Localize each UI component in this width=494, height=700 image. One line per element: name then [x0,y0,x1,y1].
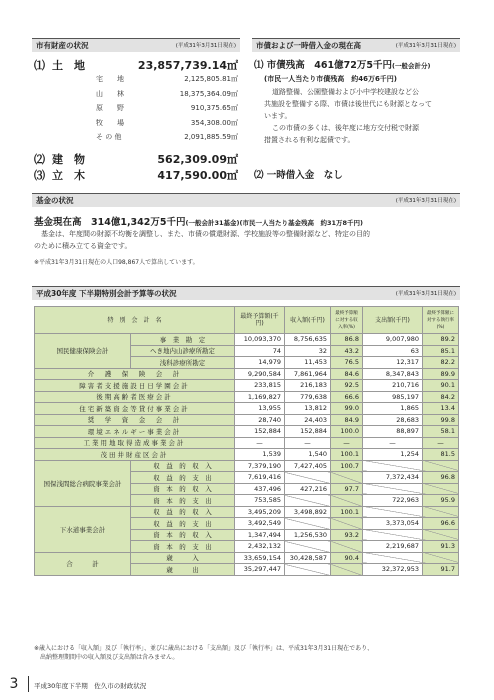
account-group: 奨 学 資 金 会 計 [35,414,235,426]
table-cell: 1,254 [363,449,423,461]
land-item-value: 2,091,885.59㎡ [184,133,238,141]
table-cell: 84.2 [423,391,459,403]
land-value: 23,857,739.14㎡ [137,59,238,72]
table-cell: 2,432,132 [235,541,285,553]
table-row [35,403,459,415]
account-group: 障害者支援施設日日学園会計 [35,380,235,392]
table-cell [285,518,331,530]
table-row [35,380,459,392]
account-sub: 歳 出 [131,564,235,576]
table-cell: — [331,437,363,449]
land-item-value: 2,125,805.81㎡ [184,75,238,83]
account-sub: 収 益 的 支 出 [131,518,235,530]
fund-paragraph [34,228,464,252]
table-cell: 985,197 [363,391,423,403]
account-group: 工業用地取得造成事業会計 [35,437,235,449]
table-cell: 12,317 [363,357,423,369]
debt-title: 市債および一時借入金の現在高 [256,41,361,50]
trees-value: 417,590.00㎡ [157,169,238,182]
table-cell: 97.7 [331,483,363,495]
fund-note: ※平成31年3月31日現在の人口98,867人で算出しています。 [34,259,199,266]
budget-footnote-line: ※歳入における「収入額」及び「執行率」、並びに歳出における「支出額」及び「執行率」は、平成31年3月31日現在であり、 [34,645,374,652]
account-group: 環境エネルギー事業会計 [35,426,235,438]
table-cell: 96.8 [423,472,459,484]
account-group: 後期高齢者医療会計 [35,391,235,403]
land-num: ⑴ [34,59,45,72]
table-cell [285,495,331,507]
property-title: 市有財産の状況 [36,41,89,50]
table-cell: 88,897 [363,426,423,438]
table-cell: 1,540 [285,449,331,461]
account-group: 合 計 [35,552,131,575]
property-date: (平成31年3月31日現在) [175,43,236,49]
table-cell: 86.8 [331,334,363,346]
table-cell: 753,585 [235,495,285,507]
table-cell [363,529,423,541]
account-sub: 収 益 的 収 入 [131,506,235,518]
table-cell: 152,884 [285,426,331,438]
table-cell: 91.3 [423,541,459,553]
table-cell: 90.4 [331,552,363,564]
table-cell: 7,861,964 [285,368,331,380]
table-cell: 81.5 [423,449,459,461]
table-cell: 28,740 [235,414,285,426]
debt-date: (平成31年3月31日現在) [395,43,456,49]
table-cell: 74 [235,345,285,357]
budget-footnote [34,644,464,662]
table-cell: 10,093,370 [235,334,285,346]
col-revenue-rate: 最終予算額に対する収入率(%) [331,307,363,334]
account-sub: 資 本 的 収 入 [131,529,235,541]
fund-para-line: のために積み立てる資金です。 [34,242,132,250]
fund-date: (平成31年3月31日現在) [395,198,456,204]
table-cell: 3,498,892 [285,506,331,518]
account-sub: 資 本 的 収 入 [131,483,235,495]
land-item-label: 原 野 [96,104,124,112]
fund-main [34,214,363,228]
fund-balance: 基金現在高 314億1,342万5千円 [34,217,186,228]
budget-table-body [35,334,459,576]
table-row [35,552,459,564]
table-row [35,506,459,518]
table-cell: 3,495,209 [235,506,285,518]
table-cell: 89.2 [423,334,459,346]
table-cell: 1,539 [235,449,285,461]
table-cell: 84.6 [331,368,363,380]
debt-balance: ⑴ 市債残高 461億72万5千円 [254,60,392,71]
account-sub: へき地内山診療所勘定 [131,345,235,357]
trees-label: 立 木 [52,169,85,182]
table-cell: 63 [363,345,423,357]
account-sub: 収 益 的 支 出 [131,472,235,484]
table-row [35,449,459,461]
table-cell: 100.0 [331,426,363,438]
table-cell: 13,955 [235,403,285,415]
table-cell [423,483,459,495]
account-sub: 歳 入 [131,552,235,564]
land-item-label: 山 林 [96,89,124,98]
table-cell [331,564,363,576]
debt-para-line: この市債の多くは、後年度に地方交付税で財源 [272,124,419,132]
table-cell: 82.2 [423,357,459,369]
table-cell: 28,683 [363,414,423,426]
table-cell: 1,169,827 [235,391,285,403]
table-cell: 84.9 [331,414,363,426]
table-cell [331,472,363,484]
table-cell: 13.4 [423,403,459,415]
table-cell [363,460,423,472]
table-cell: 30,428,587 [285,552,331,564]
table-cell: 100.7 [331,460,363,472]
table-cell [423,529,459,541]
account-sub: 資 本 的 支 出 [131,495,235,507]
table-cell [331,495,363,507]
account-sub: 事 業 勘 定 [131,334,235,346]
table-cell [285,541,331,553]
table-cell: 9,290,584 [235,368,285,380]
debt-line1 [254,57,430,71]
table-cell: 8,347,843 [363,368,423,380]
debt-para-line: 措置される有利な起債です。 [264,136,355,144]
col-expenditure: 支出額(千円) [363,307,423,334]
table-cell: — [363,437,423,449]
col-account-name: 特 別 会 計 名 [35,307,235,334]
table-cell [423,552,459,564]
table-row [35,437,459,449]
table-cell [331,518,363,530]
table-cell [285,472,331,484]
table-cell [331,541,363,553]
table-cell: 33,659,154 [235,552,285,564]
table-cell: 7,372,434 [363,472,423,484]
page-number: 3 [0,676,29,692]
land-item-value: 910,375.65㎡ [190,104,238,112]
building-value: 562,309.09㎡ [157,153,238,166]
land-label: 土 地 [52,59,85,72]
budget-title: 平成30年度 下半期特別会計予算等の状況 [36,289,177,298]
land-item-value: 18,375,364.09㎡ [179,89,238,98]
land-item-label: そ の 他 [96,133,122,141]
account-sub: 収 益 的 収 入 [131,460,235,472]
property-header [32,38,240,52]
table-cell: 3,492,549 [235,518,285,530]
col-final-budget: 最終予算額(千円) [235,307,285,334]
table-cell: 216,183 [285,380,331,392]
table-cell: 437,496 [235,483,285,495]
table-row [35,426,459,438]
table-cell: — [235,437,285,449]
table-cell [423,460,459,472]
table-cell: 24,403 [285,414,331,426]
table-cell: 91.7 [423,564,459,576]
fund-para-line: 基金は、年度間の財源不均衡を調整し、また、市債の償還財源、学校施設等の整備財源など、特定の目的 [41,230,370,238]
debt-paragraph [264,86,464,146]
table-cell: 95.9 [423,495,459,507]
table-cell: 11,453 [285,357,331,369]
account-sub: 資 本 的 支 出 [131,541,235,553]
table-cell: 2,219,687 [363,541,423,553]
table-cell: 7,427,405 [285,460,331,472]
table-cell: 722,963 [363,495,423,507]
table-cell: 96.6 [423,518,459,530]
land-item-label: 宅 地 [96,75,124,83]
table-cell: 1,865 [363,403,423,415]
table-cell: 93.2 [331,529,363,541]
table-cell: 7,619,416 [235,472,285,484]
building-num: ⑵ [34,153,45,166]
land-item-label: 牧 場 [96,118,124,127]
table-cell: 89.9 [423,368,459,380]
table-row [35,368,459,380]
table-cell [423,506,459,518]
table-row [35,334,459,346]
table-cell: 14,979 [235,357,285,369]
account-sub: 浅科診療所勘定 [131,357,235,369]
table-cell [285,564,331,576]
table-row [35,414,459,426]
table-cell: 7,379,190 [235,460,285,472]
trees-num: ⑶ [34,169,45,182]
table-cell: 76.5 [331,357,363,369]
table-cell [363,483,423,495]
budget-table [34,306,459,576]
footer-text: 平成30年度下半期 佐久市の財政状況 [34,682,147,690]
table-cell: 99.0 [331,403,363,415]
debt-balance-note: (一般会計分) [391,62,431,70]
table-cell: 32,372,953 [363,564,423,576]
table-cell: 8,756,635 [285,334,331,346]
table-cell: — [423,437,459,449]
table-cell: 13,812 [285,403,331,415]
table-cell: 9,007,980 [363,334,423,346]
table-cell: 90.1 [423,380,459,392]
table-cell: 427,216 [285,483,331,495]
col-revenue: 収入額(千円) [285,307,331,334]
table-cell [363,552,423,564]
table-row [35,460,459,472]
fund-header [32,193,460,207]
debt-para-line: 共施設を整備する際、市債は後世代にも財源となって [264,100,432,108]
table-row [35,391,459,403]
table-cell: 3,373,054 [363,518,423,530]
fund-balance-note: (一般会計31基金)(市民一人当たり基金残高 約31万8千円) [185,219,363,227]
table-cell: 99.8 [423,414,459,426]
table-cell: 43.2 [331,345,363,357]
account-group: 介 護 保 険 会 計 [35,368,235,380]
account-group: 住宅新築資金等貸付事業会計 [35,403,235,415]
account-group: 国民健康保険会計 [35,334,131,369]
table-cell: 32 [285,345,331,357]
budget-footnote-line: 出納整理期間中の収入額及び支出額は含みません。 [40,654,179,661]
table-cell: 35,297,447 [235,564,285,576]
table-cell: 100.1 [331,506,363,518]
table-cell: 1,347,494 [235,529,285,541]
land-item-value: 354,308.00㎡ [190,118,238,127]
table-cell: 85.1 [423,345,459,357]
account-group: 下水道事業会計 [35,506,131,552]
building-label: 建 物 [52,153,85,166]
table-cell: 233,815 [235,380,285,392]
table-cell [363,506,423,518]
debt-header [252,38,460,52]
table-cell: 58.1 [423,426,459,438]
account-group: 国保浅間総合病院事業会計 [35,460,131,506]
debt-para-line: 道路整備、公園整備および小中学校建設など公 [272,88,419,96]
account-group: 茂田井財産区会計 [35,449,235,461]
table-cell: 779,638 [285,391,331,403]
debt-para-line: います。 [264,112,292,120]
table-cell: 66.6 [331,391,363,403]
table-cell: 152,884 [235,426,285,438]
budget-date: (平成31年3月31日現在) [395,291,456,297]
col-execution-rate: 最終予算額に対する執行率(%) [423,307,459,334]
debt-per-capita: (市民一人当たり市債残高 約46万6千円) [264,75,398,83]
table-cell: 100.1 [331,449,363,461]
fund-title: 基金の状況 [36,196,74,205]
table-cell: 210,716 [363,380,423,392]
budget-header [32,286,460,300]
temp-loan: ⑵ 一時借入金 なし [254,170,343,181]
table-cell: — [285,437,331,449]
budget-table-header [35,307,459,334]
table-cell: 1,256,530 [285,529,331,541]
table-cell: 92.5 [331,380,363,392]
